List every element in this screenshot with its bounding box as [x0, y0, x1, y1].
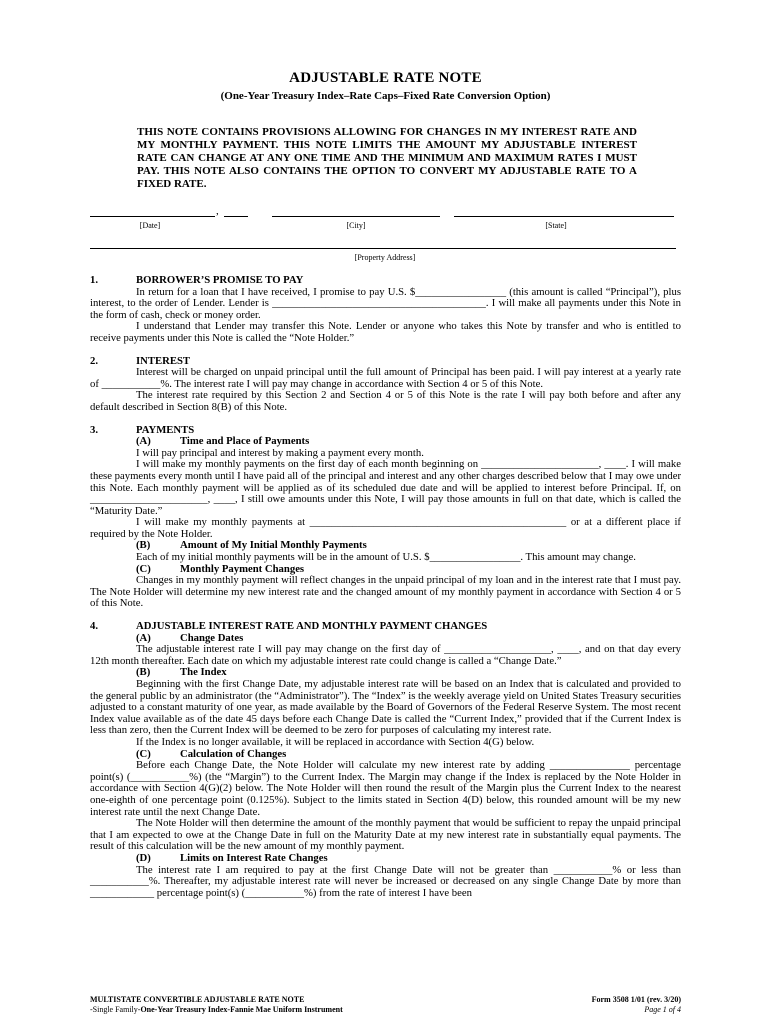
section-1-title: BORROWER’S PROMISE TO PAY	[136, 274, 304, 286]
section-4d-title: Limits on Interest Rate Changes	[180, 851, 328, 864]
section-4b-title: The Index	[180, 666, 227, 679]
section-3a-paragraph-1: I will pay principal and interest by making a payment every month.	[136, 446, 424, 459]
section-4a-paragraph-1: The adjustable interest rate I will pay may change on the first day of ____________________, ____, and on that day every 12th month thereafter. Each date on which my adjustable interest rate could change is called a “Change Date.”	[90, 643, 681, 667]
section-4b-paragraph-2: If the Index is no longer available, it will be replaced in accordance with Section 4(G) below.	[136, 735, 535, 748]
section-3c-title: Monthly Payment Changes	[180, 562, 305, 575]
section-3-title: PAYMENTS	[136, 423, 195, 436]
property-address-line[interactable]	[90, 248, 676, 249]
city-line[interactable]	[272, 216, 440, 217]
footer-form-title: MULTISTATE CONVERTIBLE ADJUSTABLE RATE NOTE	[90, 995, 305, 1004]
section-4-heading	[90, 621, 681, 633]
section-4b-paragraph-1: Beginning with the first Change Date, my adjustable interest rate will be based on an Index that is calculated and provided to the general public by an administrator (the “Administrator”). The “Index” is the weekly average yield on United States Treasury securities adjusted to a constant maturity of one year, as made available by the Board of Governors of the Federal Reserve System. The most recent Index value available as of the date 45 days before each Change Date is called the “Current Index,” provided that if the Current Index is less than zero, then the Current Index will be deemed to be zero for purposes of calculating my interest rate.	[90, 678, 681, 737]
state-label: [State]	[545, 221, 567, 230]
section-3b-letter: (B)	[136, 539, 151, 552]
section-3a-heading	[136, 436, 681, 448]
section-4d-heading	[136, 853, 681, 865]
section-4d-letter: (D)	[136, 851, 151, 864]
section-3-number: 3.	[90, 423, 99, 436]
section-4d-paragraph-1: The interest rate I am required to pay at the first Change Date will not be greater than ___________% or less than ___________%. Thereafter, my adjustable interest rate will never be increased or decreased on any single Change Date by more than ____________ percentage point(s) (___________%) from the rate of interest I have been	[90, 863, 681, 899]
section-4c-title: Calculation of Changes	[180, 747, 287, 760]
note-page	[90, 70, 681, 899]
section-1-heading	[90, 275, 681, 287]
section-1-number: 1.	[90, 274, 99, 286]
city-label: [City]	[346, 221, 366, 230]
state-line[interactable]	[454, 216, 674, 217]
section-4c-paragraph-1: Before each Change Date, the Note Holder will calculate my new interest rate by adding _______________ percentage point(s) (___________%) (the “Margin”) to the Current Index. The Margin may change if the Index is replaced by the Note Holder in accordance with Section 4(G)(2) below. The Note Holder will then round the result of the Margin plus the Current Index to the nearest one-eighth of one percentage point (0.125%). Subject to the limits stated in Section 4(D) below, this rounded amount will be my new interest rate until the next Change Date.	[90, 759, 681, 818]
date-label: [Date]	[139, 221, 161, 230]
section-1-paragraph-1: In return for a loan that I have received, I promise to pay U.S. $_________________ (this amount is called “Principal”), plus interest, to the order of Lender. Lender is ________________________________________. I will make all payments under this Note in the form of cash, check or money order.	[90, 285, 681, 321]
section-3c-paragraph-1: Changes in my monthly payment will reflect changes in the unpaid principal of my loan and in the interest rate that I must pay. The Note Holder will determine my new interest rate and the changed amount of my monthly payment in accordance with Section 4 or 5 of this Note.	[90, 574, 681, 610]
document-title: ADJUSTABLE RATE NOTE	[289, 70, 482, 86]
section-4-number: 4.	[90, 620, 99, 633]
section-3a-paragraph-2: I will make my monthly payments on the first day of each month beginning on ______________________, ____. I will make these payments every month until I have paid all of the principal and interest and any other charges described below that I may owe under this Note. Each monthly payment will be applied as of its scheduled due date and will be applied to interest before Principal. If, on ______________________, ____, I still owe amounts under this Note, I will pay those amounts in full on that date, which is called the “Maturity Date.”	[90, 458, 681, 517]
section-1-paragraph-2: I understand that Lender may transfer this Note. Lender or anyone who takes this Note by transfer and who is entitled to receive payments under this Note is called the “Note Holder.”	[90, 320, 681, 344]
document-subtitle: (One-Year Treasury Index–Rate Caps–Fixed Rate Conversion Option)	[220, 90, 551, 102]
footer-instrument-name: One-Year Treasury Index-Fannie Mae Uniform Instrument	[140, 1005, 343, 1014]
disclosure-notice: THIS NOTE CONTAINS PROVISIONS ALLOWING FOR CHANGES IN MY INTEREST RATE AND MY MONTHLY PAYMENT. THIS NOTE LIMITS THE AMOUNT MY ADJUSTABLE INTEREST RATE CAN CHANGE AT ANY ONE TIME AND THE MINIMUM AND MAXIMUM RATES I MUST PAY. THIS NOTE ALSO CONTAINS THE OPTION TO CONVERT MY ADJUSTABLE RATE TO A FIXED RATE.	[137, 126, 637, 190]
section-4c-letter: (C)	[136, 747, 151, 760]
section-3c-letter: (C)	[136, 562, 151, 575]
section-3a-letter: (A)	[136, 435, 151, 448]
section-4a-letter: (A)	[136, 631, 151, 644]
section-2-paragraph-2: The interest rate required by this Section 2 and Section 4 or 5 of this Note is the rate I will pay both before and after any default described in Section 8(B) of this Note.	[90, 389, 681, 413]
footer-instrument	[90, 1005, 343, 1015]
section-2-title: INTEREST	[136, 354, 191, 367]
year-line[interactable]	[224, 216, 248, 217]
property-address-row	[90, 237, 681, 262]
section-4-title: ADJUSTABLE INTEREST RATE AND MONTHLY PAYMENT CHANGES	[136, 620, 488, 633]
property-address-label: [Property Address]	[354, 253, 416, 262]
section-4b-letter: (B)	[136, 666, 151, 679]
footer-instrument-prefix: -Single Family-	[90, 1005, 141, 1014]
section-3-heading	[90, 425, 681, 437]
section-3a-title: Time and Place of Payments	[180, 435, 310, 448]
section-4a-title: Change Dates	[180, 631, 244, 644]
section-3b-paragraph-1: Each of my initial monthly payments will be in the amount of U.S. $_________________. This amount may change.	[136, 551, 636, 564]
footer-form-number: Form 3508 1/01 (rev. 3/20)	[591, 995, 681, 1004]
date-line[interactable]	[90, 216, 215, 217]
section-3b-title: Amount of My Initial Monthly Payments	[180, 539, 367, 552]
section-2-paragraph-1: Interest will be charged on unpaid principal until the full amount of Principal has been paid. I will pay interest at a yearly rate of ___________%. The interest rate I will pay may change in accordance with Section 4 or 5 of this Note.	[90, 366, 681, 390]
section-3a-paragraph-3: I will make my monthly payments at ________________________________________________ or at a different place if required by the Note Holder.	[90, 516, 681, 540]
section-4c-paragraph-2: The Note Holder will then determine the amount of the monthly payment that would be sufficient to repay the unpaid principal that I am expected to owe at the Change Date in full on the Maturity Date at my new interest rate in substantially equal payments. The result of this calculation will be the new amount of my monthly payment.	[90, 817, 681, 853]
footer-page-number: Page 1 of 4	[644, 1005, 681, 1014]
date-separator: ,	[216, 205, 219, 217]
section-2-number: 2.	[90, 354, 99, 367]
date-city-state-row	[90, 205, 681, 230]
